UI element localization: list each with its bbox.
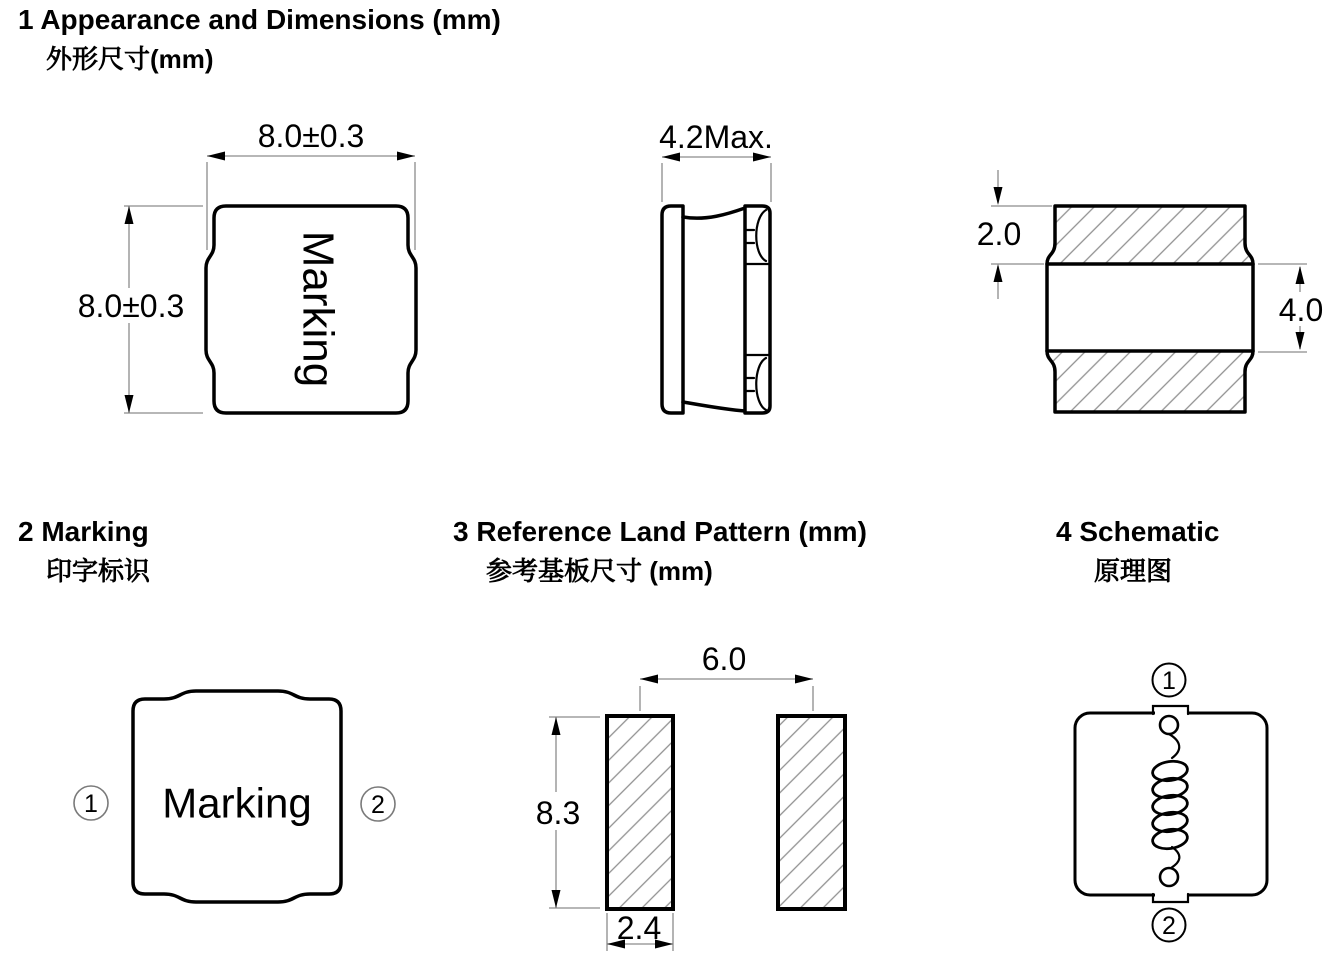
section4-subtitle: 原理图 xyxy=(1094,556,1173,586)
side-view-body xyxy=(662,206,770,413)
cross-section-body xyxy=(1047,206,1253,412)
pin-1-badge xyxy=(1153,664,1186,697)
side-view-thickness-dimension xyxy=(659,119,773,202)
front-view-height-dimension xyxy=(70,206,203,413)
land-pattern-length-dimension xyxy=(531,717,600,908)
land-pattern-pitch-dimension xyxy=(640,641,813,711)
pin-1-number: 1 xyxy=(1162,667,1176,695)
land-pad-left xyxy=(607,716,673,909)
cross-section-flange-dim-text: 2.0 xyxy=(976,216,1022,252)
cross-section-core-dimension xyxy=(1258,264,1323,352)
side-view-thickness-dim-text: 4.2Max. xyxy=(659,119,773,155)
section2-subtitle: 印字标识 xyxy=(46,556,151,586)
coil-top-terminal-dot xyxy=(1160,716,1178,734)
land-pattern-width-dim-text: 2.4 xyxy=(616,910,662,946)
land-pattern-pitch-dim-text: 6.0 xyxy=(701,641,747,677)
land-pattern-drawing xyxy=(530,641,860,954)
section3-title: 3 Reference Land Pattern (mm) xyxy=(453,516,867,547)
schematic-drawing xyxy=(1050,655,1300,954)
side-view-drawing xyxy=(630,115,800,430)
cross-section-top-flange-hatched xyxy=(1047,206,1253,264)
front-view-drawing xyxy=(40,115,490,430)
coil-bottom-terminal-dot xyxy=(1160,868,1178,886)
cross-section-flange-dimension xyxy=(977,170,1052,299)
land-pattern-width-dimension xyxy=(607,910,673,951)
section2-title: 2 Marking xyxy=(18,516,149,547)
section4-title: 4 Schematic xyxy=(1056,516,1220,547)
pin-2-number: 2 xyxy=(1162,912,1176,940)
side-view-terminal-column xyxy=(745,206,770,413)
marking-view-drawing xyxy=(60,670,400,920)
side-view-top-edge xyxy=(683,208,745,218)
section1-subtitle: 外形尺寸(mm) xyxy=(46,44,214,74)
land-pattern-length-dim-text: 8.3 xyxy=(535,795,581,831)
pin-2-badge xyxy=(1153,909,1186,942)
terminal-2-badge xyxy=(361,787,395,821)
land-pattern-pads xyxy=(607,716,845,909)
cross-section-bottom-flange-hatched xyxy=(1047,351,1253,412)
cross-section-core-dim-text: 4.0 xyxy=(1278,292,1324,328)
front-view-marking-label: Marking xyxy=(293,230,343,388)
terminal-1-badge xyxy=(74,786,108,820)
section1-title: 1 Appearance and Dimensions (mm) xyxy=(18,4,501,35)
front-view-body xyxy=(206,206,416,413)
terminal-2-number: 2 xyxy=(371,791,385,819)
side-view-bottom-edge xyxy=(683,402,745,411)
front-view-height-dim-text: 8.0±0.3 xyxy=(77,288,185,324)
marking-view-marking-label: Marking xyxy=(162,779,312,827)
cross-section-drawing xyxy=(960,160,1326,430)
marking-view-body xyxy=(133,691,341,902)
land-pad-right xyxy=(778,716,845,909)
side-view-flange xyxy=(662,206,683,413)
terminal-1-number: 1 xyxy=(84,790,98,818)
front-view-width-dim-text: 8.0±0.3 xyxy=(257,118,365,154)
section3-subtitle: 参考基板尺寸 (mm) xyxy=(486,556,713,586)
